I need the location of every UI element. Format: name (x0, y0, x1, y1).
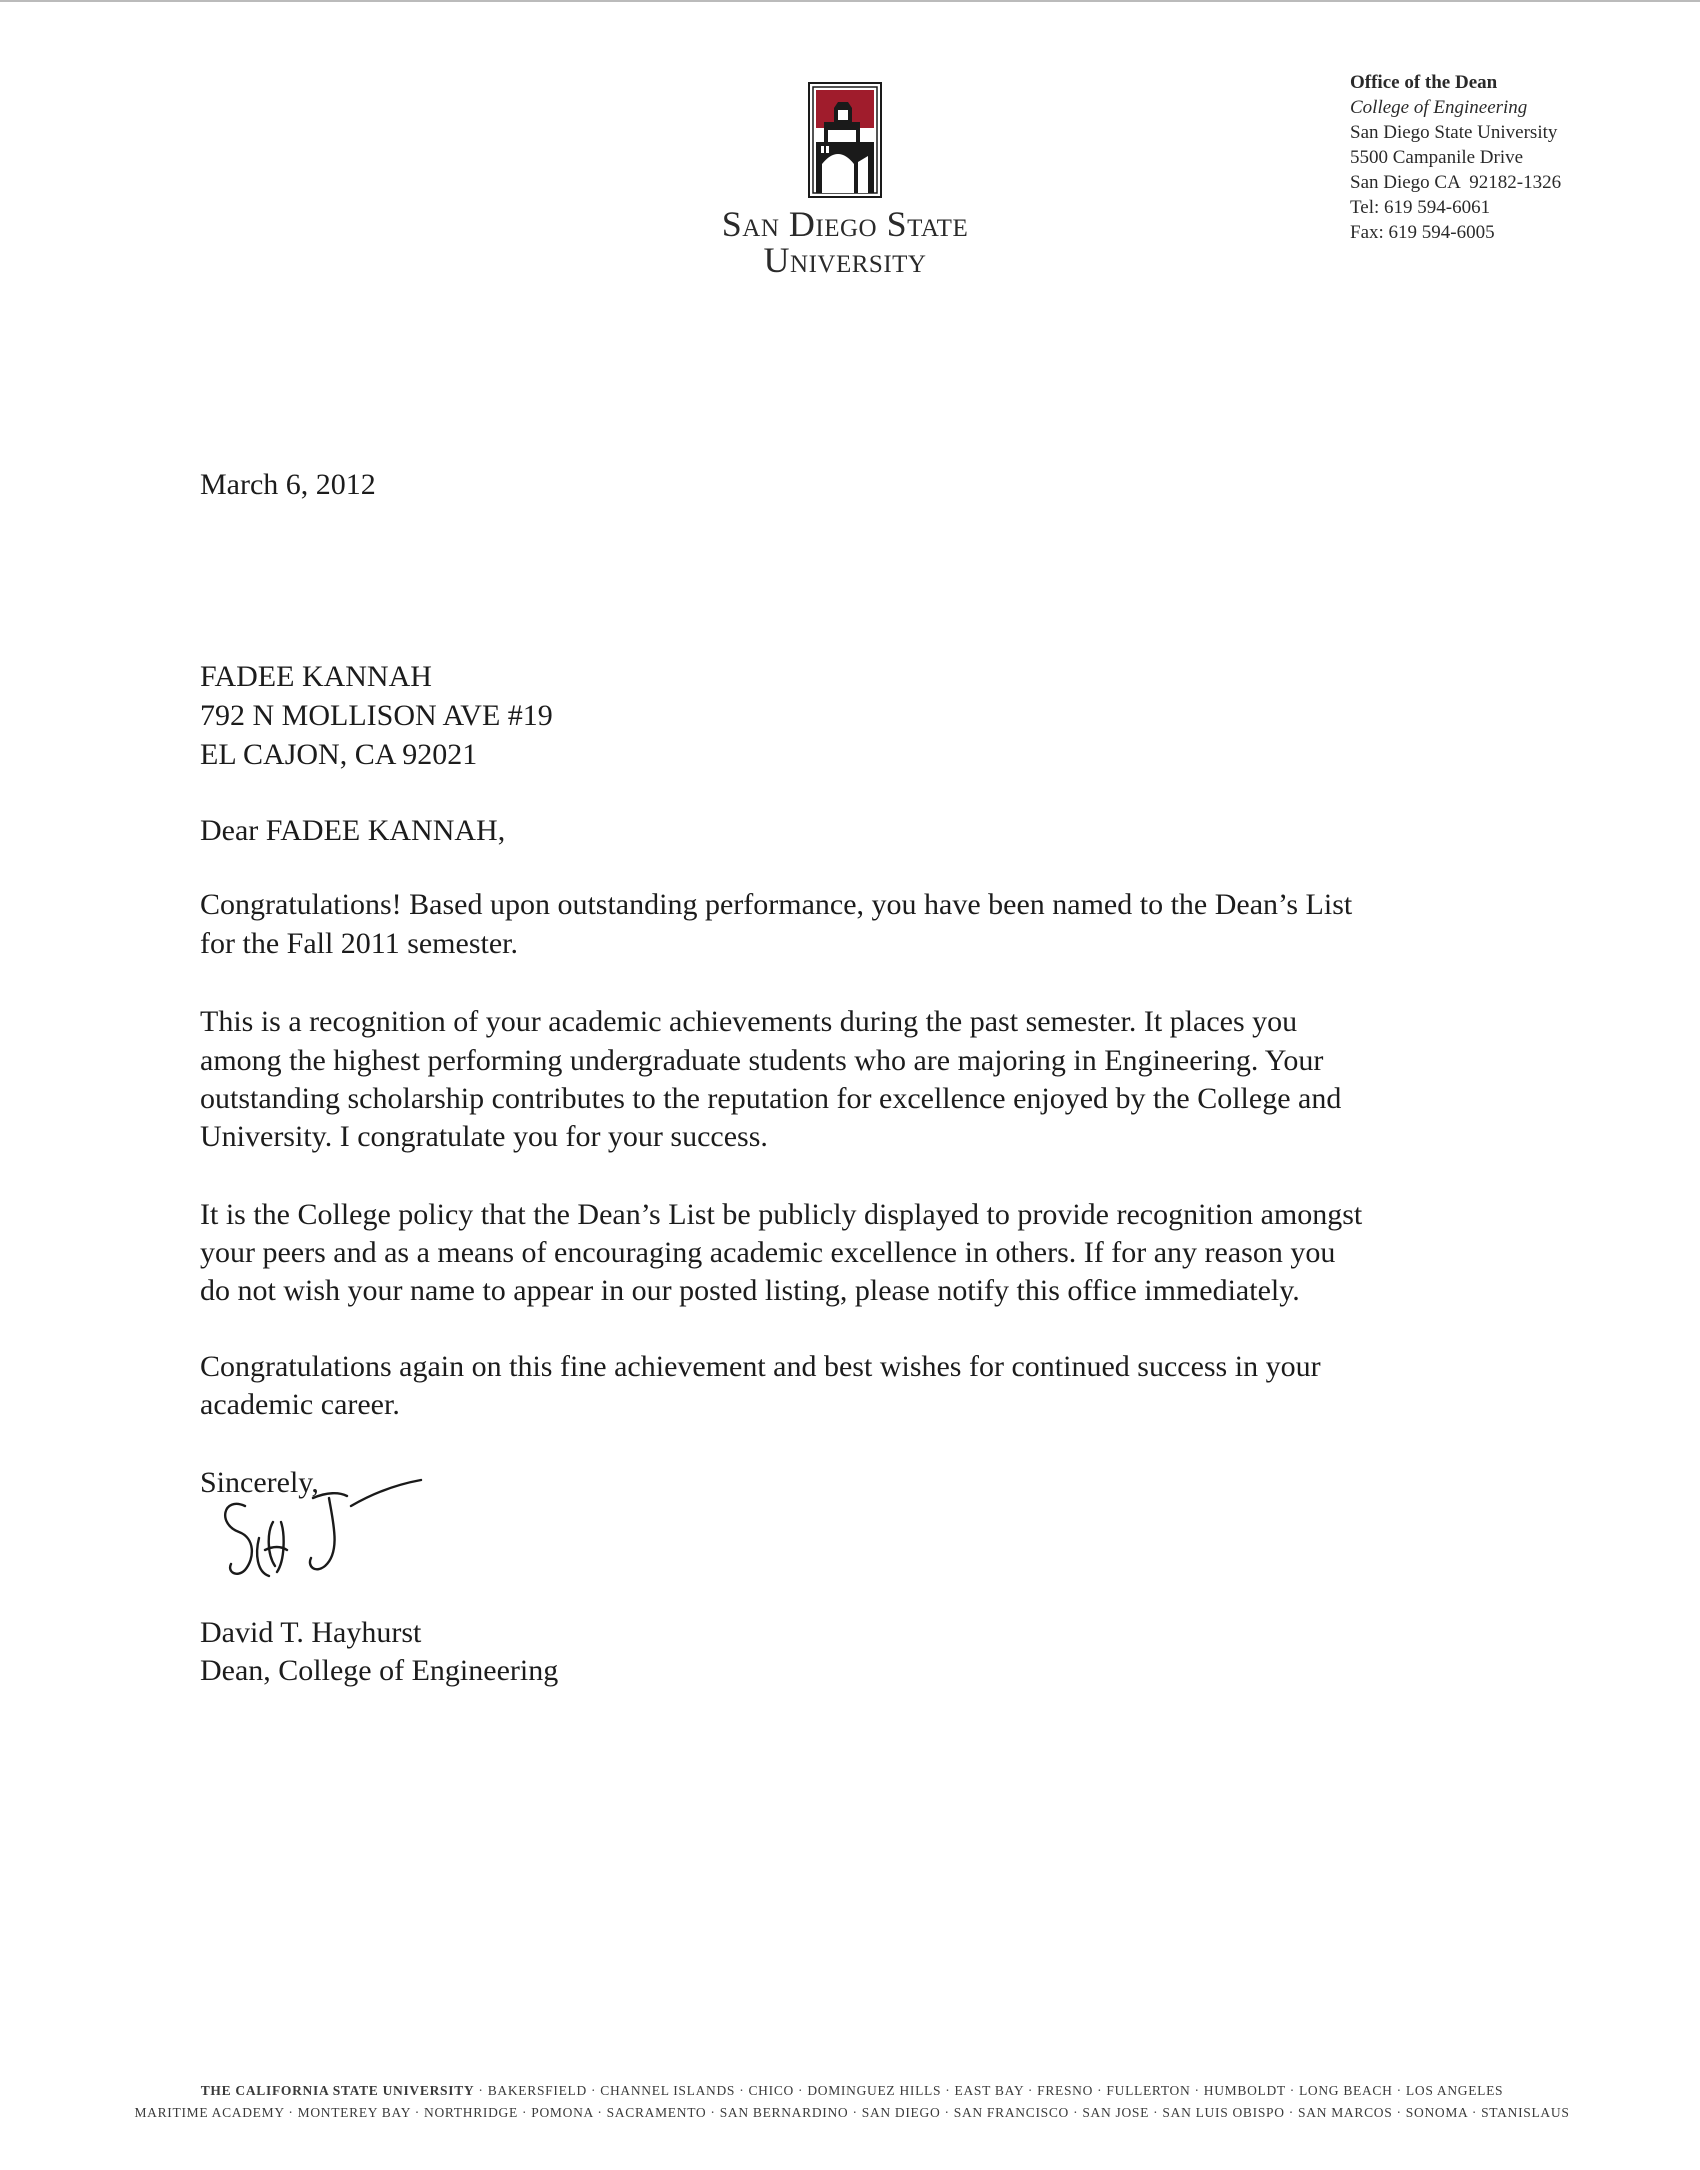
office-college: College of Engineering (1350, 97, 1528, 118)
signer-name: David T. Hayhurst (200, 1616, 422, 1649)
paragraph-line: your peers and as a means of encouraging academic excellence in others. If for any reason you (200, 1236, 1336, 1269)
footer-line-2: MARITIME ACADEMY · MONTEREY BAY · NORTHRIDGE · POMONA · SACRAMENTO · SAN BERNARDINO · SAN DIEGO · SAN FRANCISCO · SAN JOSE · SAN LUIS OBISPO · SAN MARCOS · SONOMA · STANISLAUS (134, 2105, 1570, 2120)
salutation: Dear FADEE KANNAH, (200, 814, 506, 847)
office-fax: Fax: 619 594-6005 (1350, 222, 1495, 243)
sdsu-campanile-logo-icon (808, 82, 882, 198)
recipient-city: EL CAJON, CA 92021 (200, 738, 478, 771)
csu-campus-footer (112, 2080, 1592, 2124)
paragraph-line: Congratulations! Based upon outstanding performance, you have been named to the Dean’s List (200, 888, 1353, 921)
paragraph-line: It is the College policy that the Dean’s List be publicly displayed to provide recognition amongst (200, 1198, 1363, 1231)
office-city: San Diego CA 92182-1326 (1350, 172, 1562, 193)
letter-date: March 6, 2012 (200, 468, 376, 501)
paragraph-line: do not wish your name to appear in our posted listing, please notify this office immediately. (200, 1274, 1300, 1307)
paragraph-line: for the Fall 2011 semester. (200, 927, 518, 960)
handwritten-signature (215, 1462, 435, 1592)
closing: Sincerely, (200, 1466, 319, 1499)
recipient-name: FADEE KANNAH (200, 660, 432, 693)
recipient-street: 792 N MOLLISON AVE #19 (200, 699, 553, 732)
footer-campuses-1: · BAKERSFIELD · CHANNEL ISLANDS · CHICO · DOMINGUEZ HILLS · EAST BAY · FRESNO · FULLERTON · HUMBOLDT · LONG BEACH · LOS ANGELES (474, 2083, 1504, 2098)
paragraph-line: academic career. (200, 1388, 400, 1421)
paragraph-line: outstanding scholarship contributes to the reputation for excellence enjoyed by the College and (200, 1082, 1342, 1115)
office-university: San Diego State University (1350, 122, 1558, 143)
signer-title: Dean, College of Engineering (200, 1654, 559, 1687)
wordmark-line-2: University (763, 240, 927, 280)
paragraph-line: Congratulations again on this fine achievement and best wishes for continued success in your (200, 1350, 1321, 1383)
wordmark-line-1: San Diego State (721, 204, 969, 244)
office-tel: Tel: 619 594-6061 (1350, 197, 1491, 218)
office-address-block (1350, 70, 1561, 245)
footer-line-1 (112, 2080, 1592, 2102)
paragraph-line: University. I congratulate you for your success. (200, 1120, 768, 1153)
university-wordmark (690, 206, 1000, 278)
office-title: Office of the Dean (1350, 72, 1498, 93)
page-edge (0, 0, 1700, 2)
paragraph-line: among the highest performing undergraduate students who are majoring in Engineering. Your (200, 1044, 1324, 1077)
paragraph-line: This is a recognition of your academic achievements during the past semester. It places you (200, 1005, 1298, 1038)
footer-lead: THE CALIFORNIA STATE UNIVERSITY (200, 2083, 475, 2098)
office-street: 5500 Campanile Drive (1350, 147, 1524, 168)
